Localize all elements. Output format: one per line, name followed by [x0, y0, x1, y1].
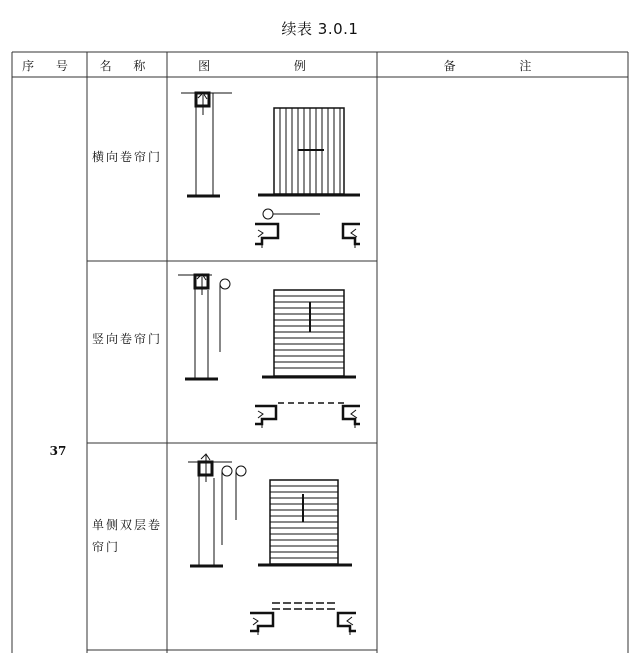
vertical-roller-door-symbol: [178, 274, 360, 428]
horizontal-roller-door-symbol: [181, 93, 360, 248]
table-title: 续表 3.0.1: [281, 20, 359, 38]
header-seq: 序 号: [22, 59, 77, 73]
item-name-horizontal-roller-door: 横向卷帘门: [92, 150, 163, 164]
single-side-double-layer-roller-door-symbol: [188, 454, 356, 635]
item-name-vertical-roller-door: 竖向卷帘门: [92, 332, 163, 346]
item-name-double-layer-roller-door: 单侧双层卷帘门: [92, 518, 163, 554]
header-legend: 图 例: [198, 59, 346, 73]
sequence-number: 37: [49, 444, 67, 458]
header-notes: 备 注: [443, 59, 562, 73]
header-name: 名 称: [99, 59, 155, 73]
